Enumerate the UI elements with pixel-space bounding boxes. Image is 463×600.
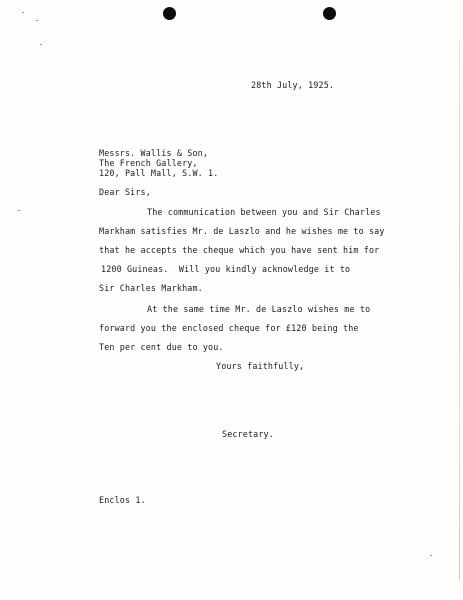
body-line-6: At the same time Mr. de Laszlo wishes me to (147, 304, 371, 314)
body-line-1: The communication between you and Sir Charles (147, 207, 381, 217)
letter-date: 28th July, 1925. (251, 80, 335, 90)
scan-speck (22, 12, 24, 13)
addressee-line-3: 120, Pall Mall, S.W. 1. (99, 168, 219, 178)
page-edge-shadow (459, 40, 460, 580)
scan-speck (430, 555, 432, 556)
scan-speck (18, 210, 20, 211)
body-line-4: 1200 Guineas. Will you kindly acknowledge it to (101, 264, 351, 274)
salutation: Dear Sirs, (99, 187, 151, 197)
body-line-7: forward you the enclosed cheque for £120 being the (99, 323, 359, 333)
punch-hole-right (323, 7, 336, 20)
punch-hole-left (163, 7, 176, 20)
enclosure-note: Enclos 1. (99, 495, 146, 505)
body-line-3: that he accepts the cheque which you have sent him for (99, 245, 380, 255)
body-line-2: Markham satisfies Mr. de Laszlo and he wishes me to say (99, 226, 385, 236)
closing: Yours faithfully, (216, 361, 305, 371)
signature-title: Secretary. (222, 429, 274, 439)
body-line-8: Ten per cent due to you. (99, 342, 224, 352)
addressee-line-1: Messrs. Wallis & Son, (99, 148, 209, 158)
addressee-line-2: The French Gallery, (99, 158, 198, 168)
scan-speck (40, 44, 42, 45)
body-line-5: Sir Charles Markham. (99, 283, 203, 293)
scan-speck (36, 20, 38, 21)
